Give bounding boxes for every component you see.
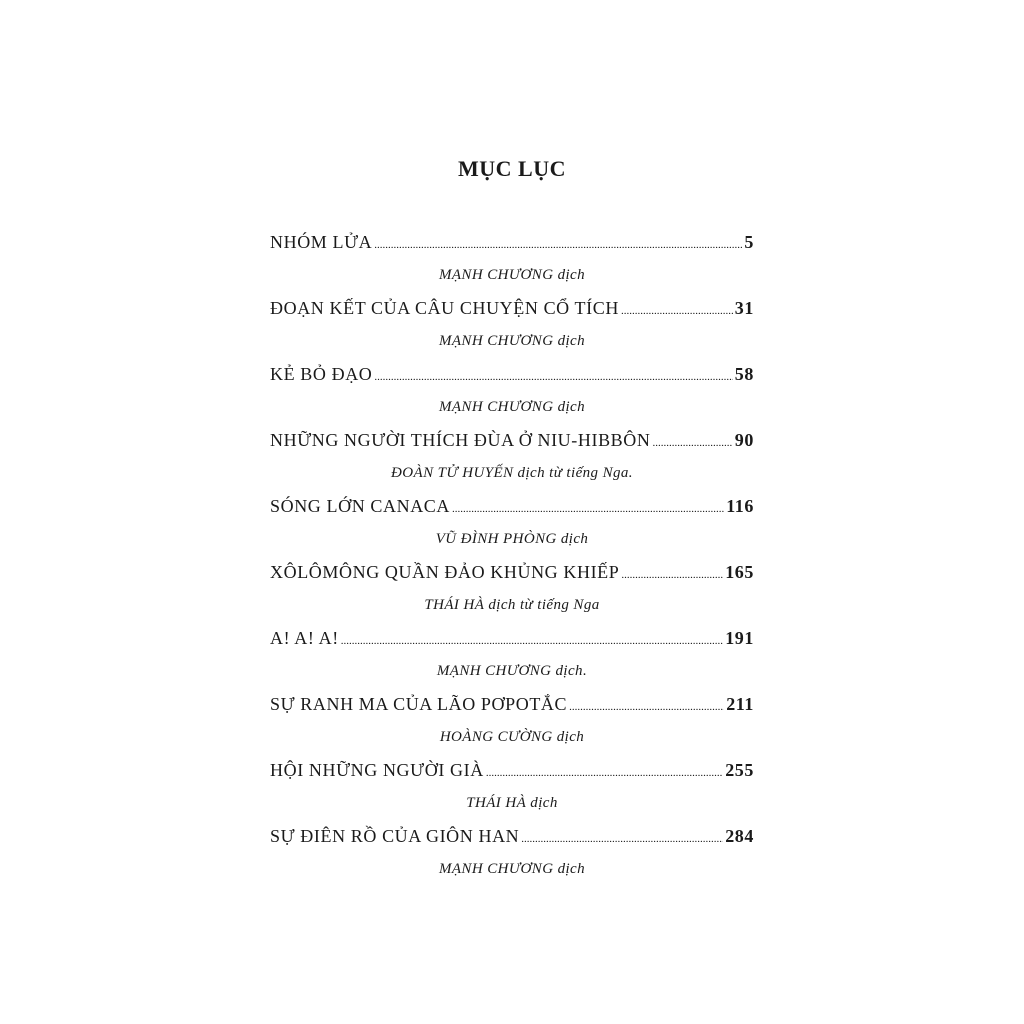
entry-page-number: 58 <box>734 364 754 384</box>
entry-title: A! A! A! <box>270 628 339 648</box>
entry-title: ĐOẠN KẾT CỦA CÂU CHUYỆN CỔ TÍCH <box>270 298 619 318</box>
dot-leader <box>521 823 723 856</box>
dot-leader <box>652 427 732 460</box>
entry-translator: VŨ ĐÌNH PHÒNG dịch <box>435 531 589 547</box>
entry-page-number: 116 <box>726 496 754 516</box>
dot-leader <box>374 229 742 262</box>
toc-line <box>270 754 754 787</box>
entry-title: SÓNG LỚN CANACA <box>270 496 451 516</box>
toc-line <box>270 292 754 325</box>
entry-title: KẺ BỎ ĐẠO <box>270 364 373 384</box>
dot-leader <box>341 625 723 658</box>
toc-line <box>270 490 754 523</box>
dot-leader <box>621 295 733 328</box>
entry-title: SỰ RANH MA CỦA LÃO PƠPOTẮC <box>270 694 568 714</box>
entry-translator: THÁI HÀ dịch <box>466 795 558 811</box>
toc-entry <box>270 622 754 688</box>
page-title: MỤC LỤC <box>458 156 566 181</box>
dot-leader <box>486 757 723 790</box>
toc-line <box>270 556 754 589</box>
entry-page-number: 31 <box>734 298 754 318</box>
entry-translator: HOÀNG CƯỜNG dịch <box>439 729 585 745</box>
toc-entry <box>270 292 754 358</box>
entry-translator: MẠNH CHƯƠNG dịch <box>438 399 586 415</box>
entry-page-number: 211 <box>726 694 754 714</box>
dot-leader <box>452 493 724 526</box>
dot-leader <box>621 559 723 592</box>
toc-line <box>270 820 754 853</box>
toc-entry <box>270 226 754 292</box>
entry-title: NHỮNG NGƯỜI THÍCH ĐÙA Ở NIU-HIBBÔN <box>270 430 651 450</box>
toc-line <box>270 226 754 259</box>
entry-translator: ĐOÀN TỬ HUYẾN dịch từ tiếng Nga. <box>391 465 633 481</box>
toc-line <box>270 358 754 391</box>
toc-entry <box>270 556 754 622</box>
entry-title: NHÓM LỬA <box>270 232 373 252</box>
entry-title: SỰ ĐIÊN RỒ CỦA GIÔN HAN <box>270 826 520 846</box>
toc-entry <box>270 688 754 754</box>
toc-entry <box>270 490 754 556</box>
toc-line <box>270 688 754 721</box>
entry-title: HỘI NHỮNG NGƯỜI GIÀ <box>270 760 484 780</box>
toc-line <box>270 424 754 457</box>
dot-leader <box>374 361 732 394</box>
entry-page-number: 191 <box>725 628 754 648</box>
entry-translator: MẠNH CHƯƠNG dịch. <box>436 663 588 679</box>
entry-translator: MẠNH CHƯƠNG dịch <box>438 333 586 349</box>
toc-entry <box>270 424 754 490</box>
entry-page-number: 5 <box>744 232 754 252</box>
entry-page-number: 284 <box>725 826 754 846</box>
entry-translator: MẠNH CHƯƠNG dịch <box>438 861 586 877</box>
toc-entry <box>270 754 754 820</box>
toc-line <box>270 622 754 655</box>
toc-entry <box>270 820 754 886</box>
table-of-contents <box>270 226 754 886</box>
entry-translator: MẠNH CHƯƠNG dịch <box>438 267 586 283</box>
entry-page-number: 90 <box>734 430 754 450</box>
entry-translator: THÁI HÀ dịch từ tiếng Nga <box>424 597 600 613</box>
toc-entry <box>270 358 754 424</box>
dot-leader <box>569 691 724 724</box>
entry-title: XÔLÔMÔNG QUẦN ĐẢO KHỦNG KHIẾP <box>270 562 620 582</box>
entry-page-number: 255 <box>725 760 754 780</box>
entry-page-number: 165 <box>725 562 754 582</box>
